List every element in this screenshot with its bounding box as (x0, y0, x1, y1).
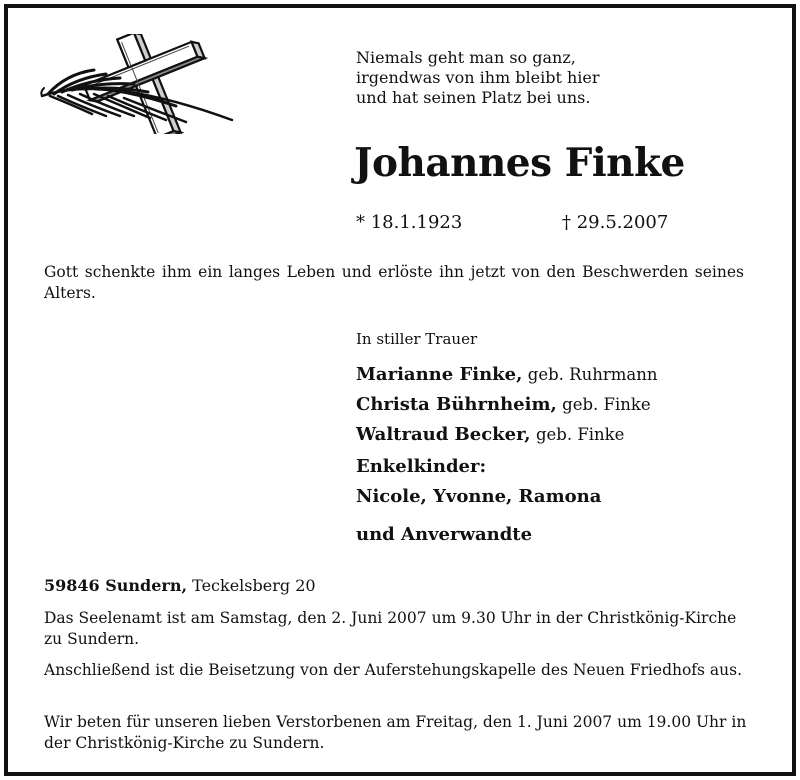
grandchildren-label: Enkelkinder: (356, 456, 487, 477)
grandchildren-names: Nicole, Yvonne, Ramona (356, 486, 602, 507)
mourner-name: Waltraud Becker, (356, 424, 531, 445)
poem-line-2: irgendwas von ihm bleibt hier (356, 68, 600, 87)
death-date: † 29.5.2007 (562, 212, 669, 233)
intro-text: Gott schenkte ihm ein langes Leben und erlöste ihn jetzt von den Beschwerden seines Alters. (44, 263, 744, 302)
paragraph-prayer: Wir beten für unseren lieben Verstorbenen am Freitag, den 1. Juni 2007 um 19.00 Uhr in der Christkönig-Kirche zu Sundern. (44, 713, 747, 752)
mourner-1 (356, 364, 657, 385)
address-city: 59846 Sundern, (44, 576, 188, 595)
relatives: und Anverwandte (356, 524, 533, 545)
poem-line-3: und hat seinen Platz bei uns. (356, 88, 591, 107)
grief-label: In stiller Trauer (356, 330, 478, 348)
mourner-birth-name: geb. Ruhrmann (527, 365, 658, 384)
address (44, 576, 316, 595)
cross-palm-icon (36, 34, 236, 134)
paragraph-burial: Anschließend ist die Beisetzung von der Auferstehungskapelle des Neuen Friedhofs aus. (44, 661, 743, 679)
poem-line-1: Niemals geht man so ganz, (356, 48, 576, 67)
mourner-birth-name: geb. Finke (535, 425, 625, 444)
mourner-name: Marianne Finke, (356, 364, 523, 385)
deceased-name: Johannes Finke (354, 140, 685, 186)
birth-date: * 18.1.1923 (356, 212, 463, 233)
mourner-name: Christa Bührnheim, (356, 394, 557, 415)
paragraph-requiem: Das Seelenamt ist am Samstag, den 2. Juni 2007 um 9.30 Uhr in der Christkönig-Kirche zu Sundern. (44, 609, 737, 648)
mourner-birth-name: geb. Finke (562, 395, 651, 414)
poem (356, 48, 600, 108)
mourner-3 (356, 424, 624, 445)
address-street: Teckelsberg 20 (192, 576, 316, 595)
mourner-2 (356, 394, 651, 415)
